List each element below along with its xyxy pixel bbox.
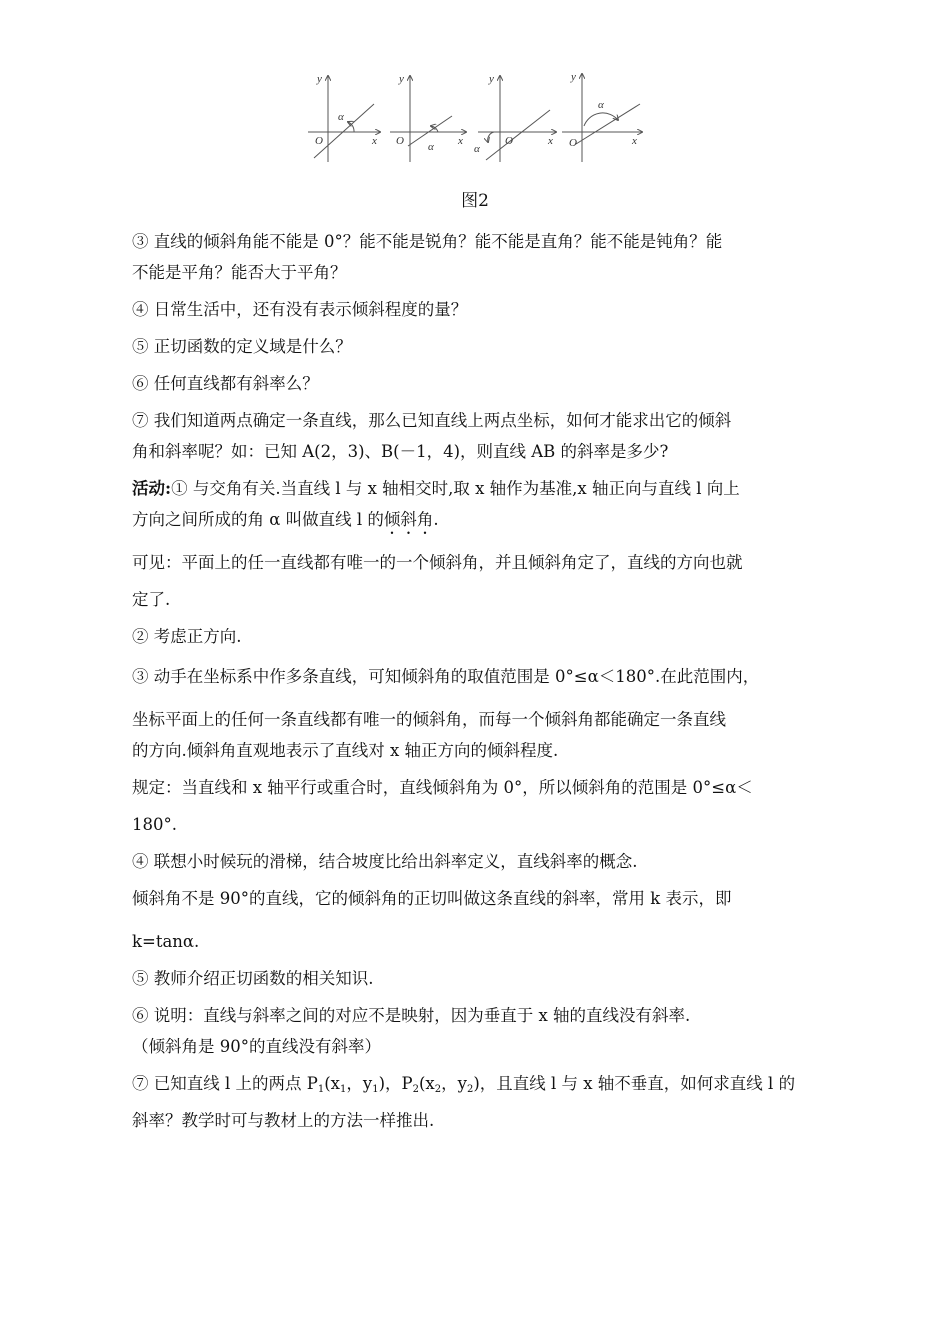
subscript: 1 — [317, 1084, 325, 1095]
y-label: y — [571, 71, 576, 83]
a7-text: )，P — [378, 1074, 413, 1093]
observation-line-1: 可见：平面上的任一直线都有唯一的一个倾斜角，并且倾斜角定了，直线的方向也就 — [132, 553, 743, 572]
question-6: ⑥ 任何直线都有斜率么？ — [132, 374, 319, 393]
a7-text: ，y — [441, 1074, 467, 1093]
x-label: x — [458, 135, 463, 147]
subscript: 1 — [339, 1084, 347, 1095]
period: . — [433, 510, 439, 529]
inclined-line — [314, 104, 374, 158]
a7-text: ⑦ 已知直线 l 上的两点 P — [132, 1074, 318, 1093]
slope-definition-line-1: 倾斜角不是 90°的直线，它的倾斜角的正切叫做这条直线的斜率，常用 k 表示，即 — [132, 889, 732, 908]
angle-arc — [488, 132, 494, 142]
origin-label: O — [315, 135, 323, 147]
a7-text: )，且直线 l 与 x 轴不垂直，如何求直线 l 的 — [473, 1074, 796, 1093]
answer-6-note: （倾斜角是 90°的直线没有斜率） — [132, 1037, 381, 1056]
x-label: x — [548, 135, 553, 147]
alpha-label: α — [338, 111, 344, 123]
alpha-label: α — [598, 99, 604, 111]
figure-caption: 图2 — [461, 191, 489, 211]
subscript: 2 — [412, 1084, 419, 1095]
alpha-label: α — [428, 141, 434, 153]
alpha-label: α — [474, 143, 480, 155]
question-7-line-2: 角和斜率呢？如：已知 A(2，3)、B(－1，4)，则直线 AB 的斜率是多少? — [132, 442, 669, 461]
answer-3-line-1: ③ 动手在坐标系中作多条直线，可知倾斜角的取值范围是 0°≤α＜180°.在此范围内， — [132, 667, 760, 686]
figure-2 — [300, 64, 650, 174]
answer-3-line-2: 坐标平面上的任何一条直线都有唯一的倾斜角，而每一个倾斜角都能确定一条直线 — [132, 710, 726, 729]
x-label: x — [372, 135, 377, 147]
inclination-angle-diagrams — [300, 64, 650, 174]
activity-line-1 — [132, 473, 822, 504]
a7-text: (x — [324, 1074, 340, 1093]
answer-3-line-3: 的方向.倾斜角直观地表示了直线对 x 轴正方向的倾斜程度. — [132, 741, 559, 760]
question-4: ④ 日常生活中，还有没有表示倾斜程度的量？ — [132, 300, 468, 319]
slope-definition-line-2: k=tanα. — [132, 932, 200, 951]
activity-line-2-text: 方向之间所成的角 α 叫做直线 l 的 — [132, 510, 384, 529]
document-body — [132, 226, 822, 1136]
origin-label: O — [569, 137, 577, 149]
term-inclination-angle: 倾斜角 — [383, 510, 434, 529]
diagram-1 — [308, 76, 380, 162]
y-label: y — [399, 73, 404, 85]
a7-text: (x — [418, 1074, 435, 1093]
x-label: x — [632, 135, 637, 147]
subscript: 2 — [466, 1084, 474, 1095]
y-label: y — [317, 73, 322, 85]
rule-line-2: 180°. — [132, 815, 177, 834]
answer-7-line-2: 斜率？教学时可与教材上的方法一样推出. — [132, 1111, 435, 1130]
origin-label: O — [396, 135, 404, 147]
origin-label: O — [505, 135, 513, 147]
answer-4: ④ 联想小时候玩的滑梯，结合坡度比给出斜率定义，直线斜率的概念. — [132, 852, 638, 871]
y-label: y — [489, 73, 494, 85]
diagram-3 — [478, 76, 556, 162]
inclined-line — [576, 104, 640, 144]
a7-text: ，y — [346, 1074, 373, 1093]
rule-line-1: 规定：当直线和 x 轴平行或重合时，直线倾斜角为 0°，所以倾斜角的范围是 0°≤α＜ — [132, 778, 753, 797]
observation-line-2: 定了. — [132, 590, 171, 609]
activity-text: ① 与交角有关.当直线 l 与 x 轴相交时,取 x 轴作为基准,x 轴正向与直线 l 向上 — [171, 479, 740, 498]
subscript: 1 — [372, 1084, 379, 1095]
answer-6: ⑥ 说明：直线与斜率之间的对应不是映射，因为垂直于 x 轴的直线没有斜率. — [132, 1006, 691, 1025]
question-3-line-1: ③ 直线的倾斜角能不能是 0°？能不能是锐角？能不能是直角？能不能是钝角？能 — [132, 232, 723, 251]
activity-lead: 活动: — [132, 479, 172, 498]
inclined-line — [486, 110, 550, 160]
subscript: 2 — [434, 1084, 442, 1095]
answer-2: ② 考虑正方向. — [132, 627, 242, 646]
answer-5: ⑤ 教师介绍正切函数的相关知识. — [132, 969, 374, 988]
answer-7-line-1 — [132, 1068, 822, 1099]
question-5: ⑤ 正切函数的定义域是什么？ — [132, 337, 352, 356]
question-7-line-1: ⑦ 我们知道两点确定一条直线，那么已知直线上两点坐标，如何才能求出它的倾斜 — [132, 411, 732, 430]
activity-line-2 — [132, 504, 822, 538]
angle-arc — [584, 113, 618, 126]
question-3-line-2: 不能是平角？能否大于平角？ — [132, 263, 347, 282]
